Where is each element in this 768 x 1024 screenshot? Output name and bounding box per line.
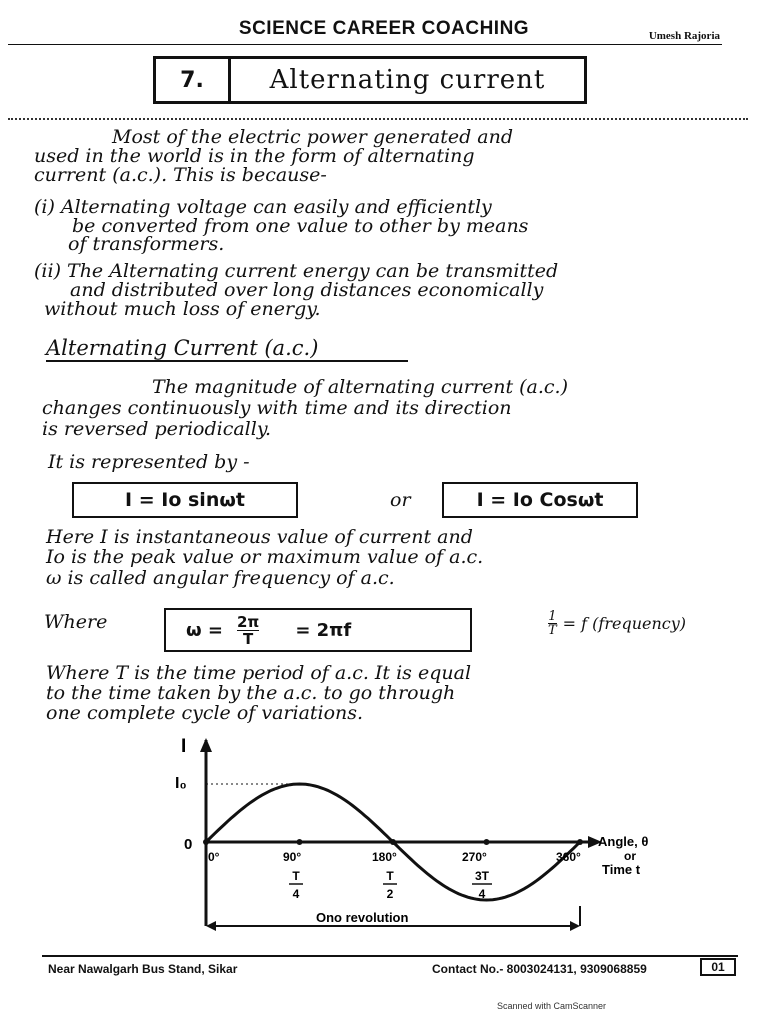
tick-dot-0 xyxy=(203,839,209,845)
author-name: Umesh Rajoria xyxy=(648,30,720,42)
freq-denominator: T xyxy=(548,623,557,638)
page-number: 01 xyxy=(700,958,736,976)
omega-rhs: = 2πf xyxy=(295,619,352,641)
ac-waveform-graph xyxy=(0,730,768,950)
header-rule xyxy=(8,44,722,45)
intro-line-3: current (a.c.). This is because- xyxy=(34,164,327,186)
tick-dot-2 xyxy=(390,839,396,845)
frequency-relation xyxy=(548,610,686,637)
y-axis-label: I xyxy=(181,736,187,757)
freq-numerator: 1 xyxy=(548,609,557,624)
represented-text: It is represented by - xyxy=(48,451,250,473)
x-axis-label-or: or xyxy=(624,849,636,863)
point-2-line-3: without much loss of energy. xyxy=(44,298,321,320)
time-tick-3-den: 4 xyxy=(478,887,486,901)
freq-fraction xyxy=(548,610,557,637)
ac-line-1: The magnitude of alternating current (a.c.) xyxy=(152,376,568,398)
or-text: or xyxy=(390,489,411,511)
chapter-number: 7. xyxy=(156,59,231,101)
tick-dot-4 xyxy=(577,839,583,845)
section-divider xyxy=(8,118,748,120)
scanner-watermark: Scanned with CamScanner xyxy=(497,1001,607,1011)
tick-label-360: 360° xyxy=(556,850,581,864)
point-1-line-2: be converted from one value to other by means xyxy=(72,215,529,237)
heading-underline xyxy=(46,360,408,362)
footer-contact: Contact No.- 8003024131, 9309068859 xyxy=(432,962,647,976)
explain-line-2: Io is the peak value or maximum value of a.c. xyxy=(46,546,484,568)
footer-address: Near Nawalgarh Bus Stand, Sikar xyxy=(48,962,238,976)
time-tick-2-num: T xyxy=(386,869,394,883)
chapter-name: Alternating current xyxy=(269,65,546,95)
ac-line-2: changes continuously with time and its direction xyxy=(42,397,512,419)
omega-denominator: T xyxy=(243,629,254,648)
omega-lhs: ω = xyxy=(186,619,223,641)
omega-numerator: 2π xyxy=(237,612,260,631)
period-line-2: to the time taken by the a.c. to go through xyxy=(46,682,456,704)
point-1-line-3: of transformers. xyxy=(68,233,225,255)
x-axis-label-angle: Angle, θ xyxy=(598,834,649,849)
point-2-line-2: and distributed over long distances economically xyxy=(70,279,544,301)
footer-rule xyxy=(42,955,738,957)
where-text: Where xyxy=(44,611,108,633)
time-tick-1-num: T xyxy=(292,869,300,883)
peak-label: I₀ xyxy=(175,775,187,792)
time-tick-3-num: 3T xyxy=(474,869,490,883)
formula-cosine: I = Io Cosωt xyxy=(442,482,638,518)
period-line-1: Where T is the time period of a.c. It is equal xyxy=(46,662,472,684)
section-heading: Alternating Current (a.c.) xyxy=(46,336,319,360)
zero-label: 0 xyxy=(184,836,193,853)
explain-line-3: ω is called angular frequency of a.c. xyxy=(46,567,395,589)
tick-label-270: 270° xyxy=(462,850,487,864)
tick-label-0: 0° xyxy=(208,850,220,864)
formula-sine: I = Io sinωt xyxy=(72,482,298,518)
revolution-label: Ono revolution xyxy=(316,910,409,925)
omega-fraction xyxy=(237,614,259,647)
tick-dot-3 xyxy=(484,839,490,845)
intro-line-2: used in the world is in the form of alternating xyxy=(34,145,475,167)
x-axis-label-time: Time t xyxy=(602,862,641,877)
chapter-title-box xyxy=(153,56,587,104)
intro-line-1: Most of the electric power generated and xyxy=(112,126,514,148)
period-line-3: one complete cycle of variations. xyxy=(46,702,364,724)
freq-rhs: = f (frequency) xyxy=(562,614,687,633)
tick-label-180: 180° xyxy=(372,850,397,864)
page-header-title: SCIENCE CAREER COACHING xyxy=(238,18,530,39)
point-2-line-1: (ii) The Alternating current energy can be transmitted xyxy=(34,260,559,282)
tick-label-90: 90° xyxy=(283,850,302,864)
ac-line-3: is reversed periodically. xyxy=(42,418,272,440)
tick-dot-1 xyxy=(297,839,303,845)
y-axis-arrow xyxy=(200,738,212,752)
point-1-line-1: (i) Alternating voltage can easily and efficiently xyxy=(34,196,492,218)
time-tick-2-den: 2 xyxy=(386,887,394,901)
explain-line-1: Here I is instantaneous value of current and xyxy=(46,526,473,548)
time-tick-1-den: 4 xyxy=(292,887,300,901)
revolution-arrow-right xyxy=(570,921,580,931)
omega-formula-box xyxy=(164,608,472,652)
